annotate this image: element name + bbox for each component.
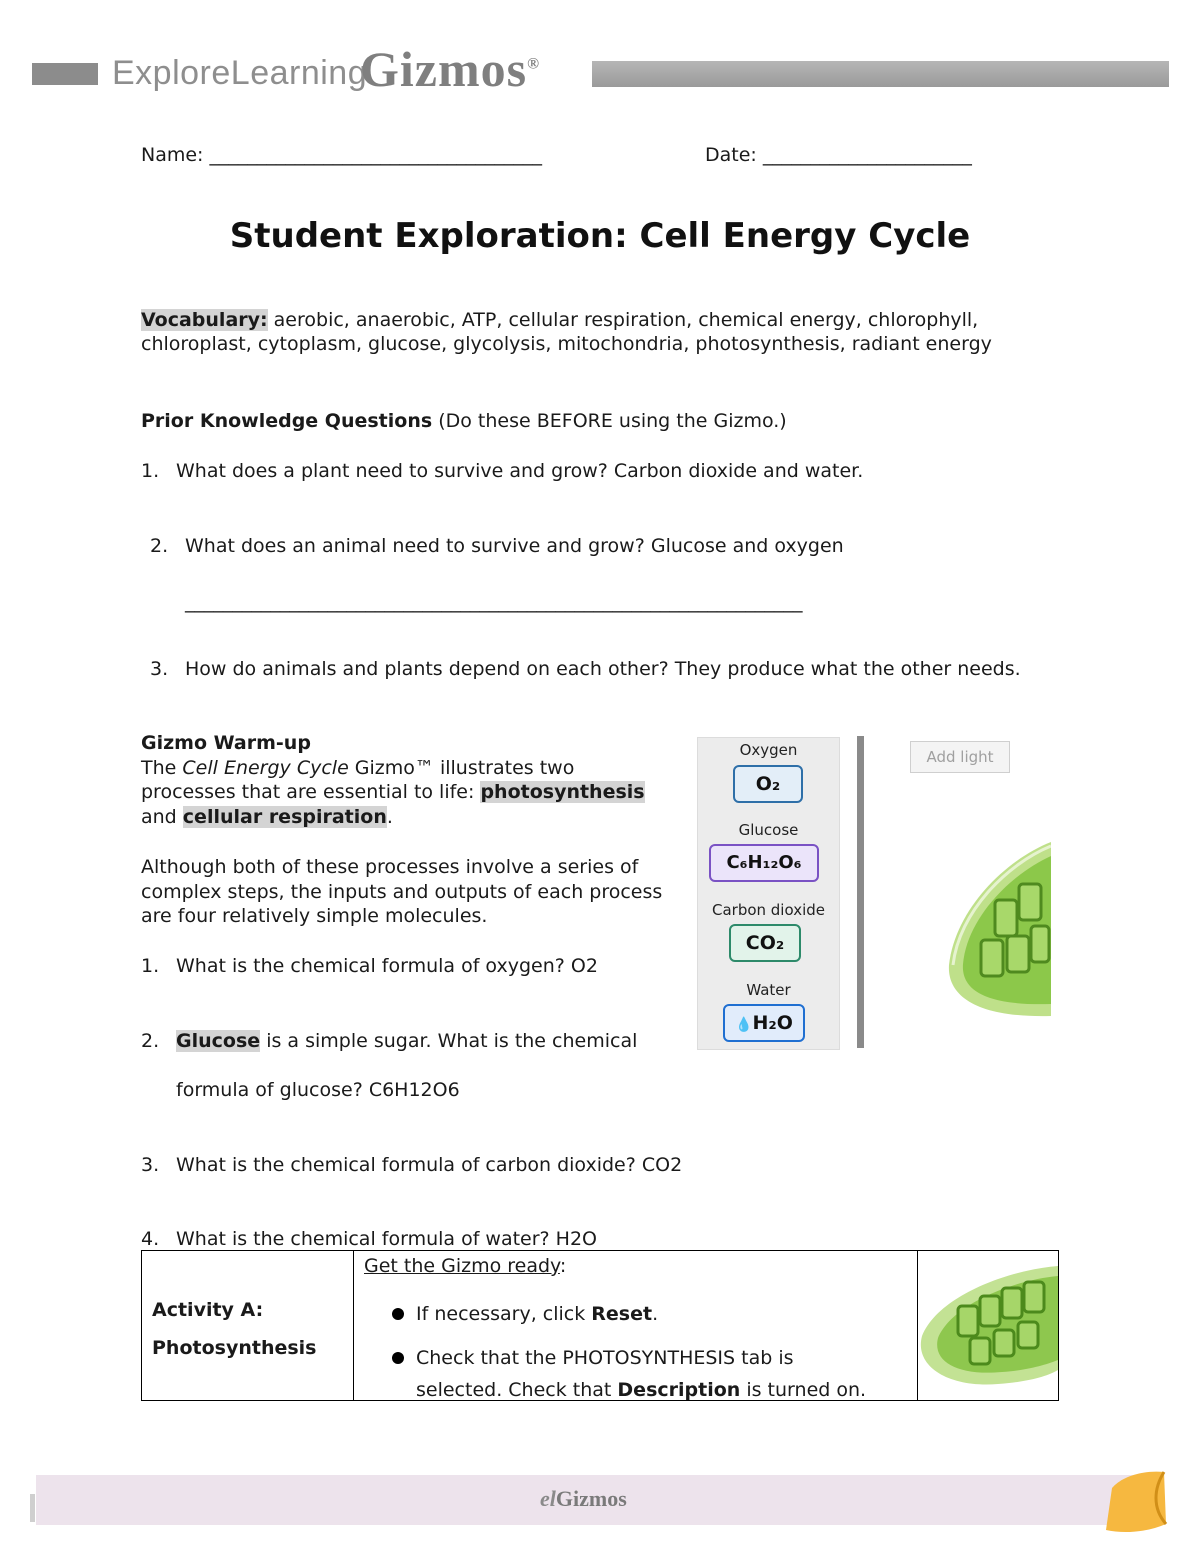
warmup-text-a: The <box>141 757 183 779</box>
brand-explorelearning: ExploreLearning <box>112 54 368 92</box>
prior-q3: How do animals and plants depend on each other? They produce what the other needs. <box>185 658 1021 680</box>
warmup-q4: What is the chemical formula of water? H2O <box>176 1228 598 1250</box>
footer-logo-text: Gizmos <box>555 1486 627 1511</box>
prior-q2: What does an animal need to survive and grow? Glucose and oxygen <box>185 535 844 557</box>
vocabulary-text-1: aerobic, anaerobic, ATP, cellular respiration, chemical energy, chlorophyll, <box>267 309 979 331</box>
brand-gizmos <box>360 40 540 98</box>
page-title: Student Exploration: Cell Energy Cycle <box>229 216 971 256</box>
water-drop-icon: 💧 <box>735 1017 753 1033</box>
get-ready-heading: Get the Gizmo ready <box>364 1255 560 1277</box>
panel-separator <box>857 736 864 1048</box>
bullet-reset-text: If necessary, click <box>416 1303 592 1325</box>
carbon-dioxide-molecule-button[interactable]: CO₂ <box>729 924 801 962</box>
bullet-reset <box>416 1302 658 1326</box>
header-bar-right <box>592 61 1169 87</box>
page-curl-icon <box>1104 1468 1170 1538</box>
warmup-q3: What is the chemical formula of carbon dioxide? CO2 <box>176 1154 683 1176</box>
molecule-panel <box>697 737 840 1050</box>
bullet-tab-end: is turned on. <box>740 1379 867 1401</box>
water-formula: H₂O <box>752 1012 793 1034</box>
reset-term: Reset <box>591 1303 653 1325</box>
warmup-q2-line2: formula of glucose? C6H12O6 <box>176 1079 460 1101</box>
add-light-button[interactable]: Add light <box>910 741 1010 773</box>
date-label: Date: <box>705 144 757 166</box>
get-ready-colon: : <box>559 1255 567 1277</box>
activity-title-line1: Activity A: <box>152 1299 264 1321</box>
warmup-p1-line1 <box>141 756 574 780</box>
prior-heading: Prior Knowledge Questions <box>141 410 433 432</box>
name-line <box>141 143 542 167</box>
prior-q1-num: 1. <box>141 460 160 482</box>
footer-edge <box>30 1494 35 1522</box>
bullet-reset-period: . <box>652 1303 659 1325</box>
name-field[interactable]: ___________________________________ <box>209 144 543 166</box>
name-label: Name: <box>141 144 204 166</box>
oxygen-molecule-button[interactable]: O₂ <box>733 765 803 803</box>
gizmo-name-italic: Cell Energy Cycle <box>182 757 349 779</box>
warmup-p1-line3 <box>141 805 393 829</box>
warmup-period: . <box>386 806 393 828</box>
prior-q2-num: 2. <box>150 535 169 557</box>
warmup-text-c: processes that are essential to life: <box>141 781 481 803</box>
date-line <box>705 143 972 167</box>
warmup-q2-line1 <box>176 1029 637 1053</box>
water-label: Water <box>746 981 791 999</box>
warmup-p2-line1: Although both of these processes involve a series of <box>141 856 639 878</box>
prior-note: (Do these BEFORE using the Gizmo.) <box>432 410 787 432</box>
bullet-tab-line2 <box>416 1378 866 1402</box>
get-ready-line <box>364 1254 566 1278</box>
vocabulary-line-2: chloroplast, cytoplasm, glucose, glycolysis, mitochondria, photosynthesis, radiant energy <box>141 333 992 355</box>
chloroplast-table-illustration <box>918 1266 1058 1388</box>
vocabulary-label: Vocabulary: <box>141 309 268 331</box>
warmup-heading: Gizmo Warm-up <box>141 732 311 754</box>
table-border-left <box>141 1250 142 1401</box>
carbon-dioxide-label: Carbon dioxide <box>711 901 825 919</box>
glucose-label: Glucose <box>738 821 799 839</box>
warmup-p2-line3: are four relatively simple molecules. <box>141 905 488 927</box>
warmup-p2-line2: complex steps, the inputs and outputs of each process <box>141 881 663 903</box>
term-photosynthesis: photosynthesis <box>480 781 645 803</box>
table-border-col1 <box>353 1250 354 1401</box>
prior-q2-answer-line[interactable]: _________________________________________________________________ <box>185 591 803 613</box>
oxygen-label: Oxygen <box>739 741 798 759</box>
date-field[interactable]: ______________________ <box>762 144 972 166</box>
warmup-q2-num: 2. <box>141 1030 160 1052</box>
table-border-right <box>1058 1250 1059 1401</box>
header-bar-left <box>32 63 98 85</box>
warmup-q3-num: 3. <box>141 1154 160 1176</box>
warmup-q1-num: 1. <box>141 955 160 977</box>
prior-knowledge-heading <box>141 409 787 433</box>
activity-table-top-border <box>141 1250 1059 1251</box>
water-molecule-button[interactable] <box>723 1004 805 1042</box>
bullet-tab-text: selected. Check that <box>416 1379 618 1401</box>
bullet-icon <box>392 1352 404 1364</box>
bullet-tab-line1: Check that the PHOTOSYNTHESIS tab is <box>416 1347 794 1369</box>
bullet-icon <box>392 1308 404 1320</box>
footer-logo-mark: el <box>540 1486 556 1511</box>
activity-title-line2: Photosynthesis <box>152 1337 317 1359</box>
term-cellular-respiration: cellular respiration <box>182 806 387 828</box>
footer-logo <box>540 1486 627 1512</box>
brand-gizmos-text: Gizmos <box>360 41 528 97</box>
warmup-text-and: and <box>141 806 183 828</box>
prior-q1: What does a plant need to survive and grow? Carbon dioxide and water. <box>176 460 864 482</box>
vocabulary-line-1 <box>141 308 978 332</box>
warmup-q4-num: 4. <box>141 1228 160 1250</box>
chloroplast-illustration <box>945 840 1051 1020</box>
registered-mark: ® <box>527 55 541 73</box>
warmup-p1-line2 <box>141 780 645 804</box>
description-term: Description <box>617 1379 741 1401</box>
term-glucose: Glucose <box>176 1030 261 1052</box>
warmup-q1: What is the chemical formula of oxygen? O2 <box>176 955 598 977</box>
glucose-molecule-button[interactable]: C₆H₁₂O₆ <box>709 844 819 882</box>
warmup-text-b: Gizmo™ illustrates two <box>348 757 575 779</box>
prior-q3-num: 3. <box>150 658 169 680</box>
warmup-q2-text: is a simple sugar. What is the chemical <box>260 1030 638 1052</box>
